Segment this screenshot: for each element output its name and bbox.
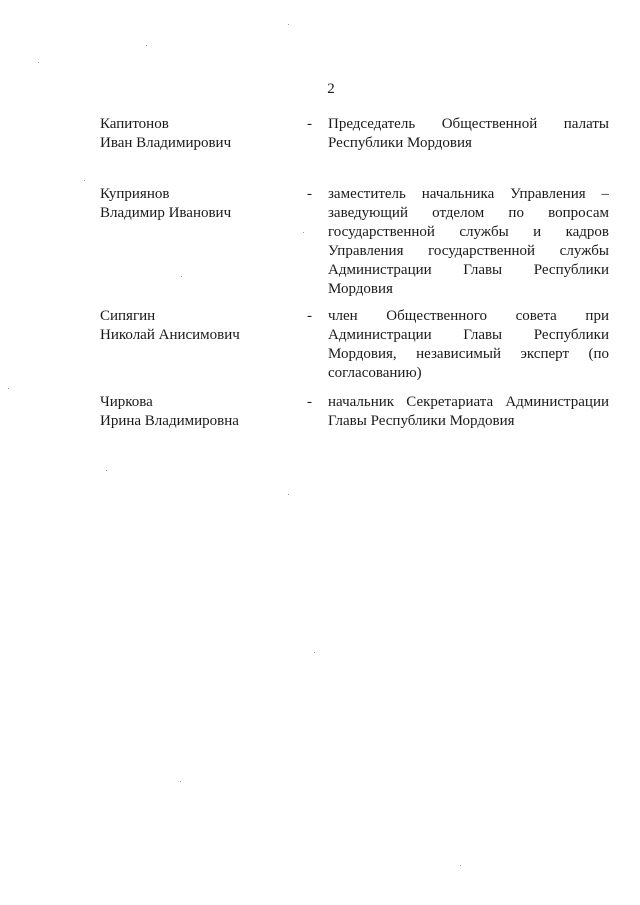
- member-role: [328, 307, 609, 383]
- role-line: начальник Секретариата Администрации: [328, 394, 609, 410]
- scan-speck: [288, 24, 289, 25]
- member-name: [100, 185, 290, 223]
- member-surname: Куприянов: [100, 186, 170, 202]
- member-role: [328, 185, 609, 299]
- page-number: 2: [327, 81, 335, 97]
- scan-speck: [180, 781, 181, 782]
- separator-dash: -: [307, 394, 312, 410]
- role-line: Мордовия, независимый эксперт (по: [328, 346, 609, 362]
- scan-speck: [8, 388, 9, 389]
- member-surname: Сипягин: [100, 308, 156, 324]
- member-given-names: Владимир Иванович: [100, 205, 232, 221]
- scan-speck: [106, 470, 107, 471]
- scan-speck: [38, 62, 39, 63]
- role-line: согласованию): [328, 365, 422, 381]
- member-name: [100, 307, 290, 345]
- scan-speck: [84, 180, 85, 181]
- member-role: [328, 393, 609, 431]
- member-surname: Капитонов: [100, 116, 169, 132]
- scan-speck: [314, 652, 315, 653]
- role-line: Мордовия: [328, 281, 393, 297]
- member-given-names: Ирина Владимировна: [100, 413, 239, 429]
- role-line: заместитель начальника Управления –: [328, 186, 609, 202]
- member-given-names: Николай Анисимович: [100, 327, 240, 343]
- role-line: государственной службы и кадров: [328, 224, 609, 240]
- member-role: [328, 115, 609, 153]
- role-line: Главы Республики Мордовия: [328, 413, 515, 429]
- scan-speck: [146, 45, 147, 46]
- scan-speck: [181, 276, 182, 277]
- role-line: член Общественного совета при: [328, 308, 609, 324]
- scan-speck: [288, 494, 289, 495]
- member-name: [100, 393, 290, 431]
- role-line: Администрации Главы Республики: [328, 327, 609, 343]
- scan-speck: [460, 865, 461, 866]
- member-name: [100, 115, 290, 153]
- role-line: Республики Мордовия: [328, 135, 472, 151]
- member-given-names: Иван Владимирович: [100, 135, 232, 151]
- member-surname: Чиркова: [100, 394, 153, 410]
- separator-dash: -: [307, 308, 312, 324]
- separator-dash: -: [307, 116, 312, 132]
- separator-dash: -: [307, 186, 312, 202]
- role-line: Председатель Общественной палаты: [328, 116, 609, 132]
- role-line: Администрации Главы Республики: [328, 262, 609, 278]
- role-line: Управления государственной службы: [328, 243, 609, 259]
- scan-speck: [303, 232, 304, 233]
- role-line: заведующий отделом по вопросам: [328, 205, 609, 221]
